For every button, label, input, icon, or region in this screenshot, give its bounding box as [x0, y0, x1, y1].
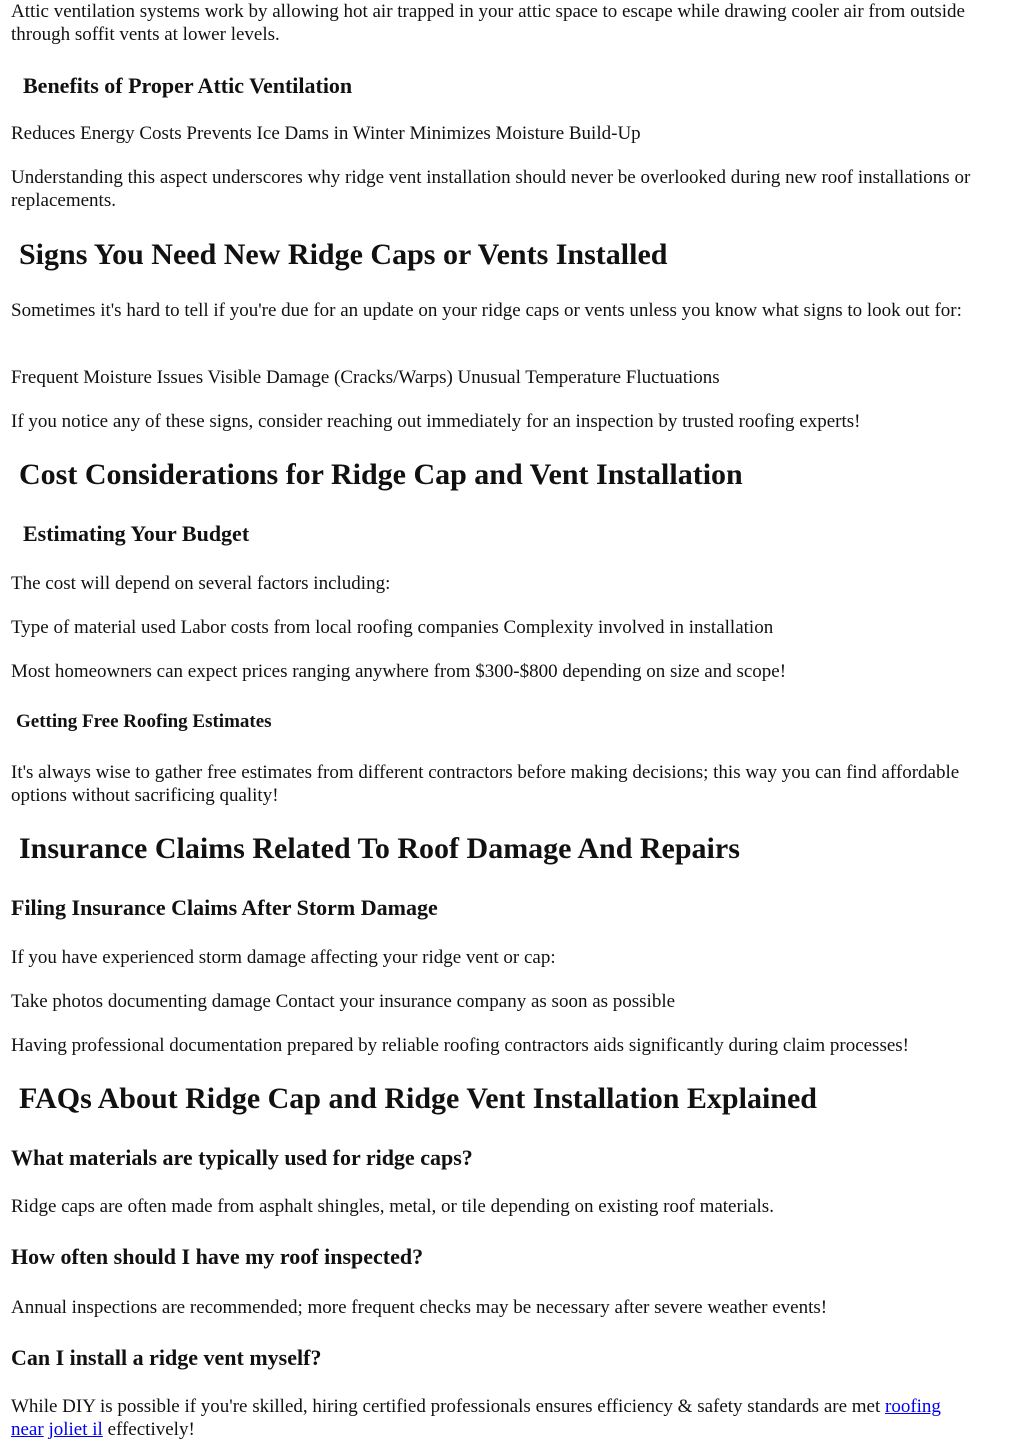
faq-answer-diy-tail: effectively!	[107, 1419, 195, 1440]
faq-question-materials: What materials are typically used for ridge caps?	[11, 1145, 473, 1170]
filing-steps-paragraph: Take photos documenting damage Contact your insurance company as soon as possible	[11, 991, 676, 1012]
signs-intro-paragraph: Sometimes it's hard to tell if you're due for an update on your ridge caps or vents unless you know what signs to look out for:	[11, 300, 962, 321]
estimates-paragraph: It's always wise to gather free estimates from different contractors before making decisions; this way you can find affordable options without sacrificing quality!	[11, 762, 960, 806]
cost-intro-paragraph: The cost will depend on several factors including:	[11, 573, 391, 594]
filing-intro-paragraph: If you have experienced storm damage affecting your ridge vent or cap:	[11, 947, 556, 968]
cost-factors-paragraph: Type of material used Labor costs from local roofing companies Complexity involved in installation	[11, 617, 774, 638]
intro-paragraph: Attic ventilation systems work by allowing hot air trapped in your attic space to escape while drawing cooler air from outside through soffit vents at lower levels.	[11, 1, 965, 45]
budget-heading: Estimating Your Budget	[23, 521, 250, 546]
faq-answer-diy	[11, 1395, 964, 1441]
faqs-heading: FAQs About Ridge Cap and Ridge Vent Installation Explained	[19, 1082, 817, 1115]
signs-notice-paragraph: If you notice any of these signs, consider reaching out immediately for an inspection by trusted roofing experts!	[11, 411, 861, 432]
faq-answer-materials: Ridge caps are often made from asphalt shingles, metal, or tile depending on existing roof materials.	[11, 1196, 774, 1217]
filing-heading: Filing Insurance Claims After Storm Damage	[11, 895, 438, 920]
joliet-il-link[interactable]: joliet il	[48, 1419, 103, 1440]
insurance-heading: Insurance Claims Related To Roof Damage And Repairs	[19, 832, 740, 865]
benefits-heading: Benefits of Proper Attic Ventilation	[23, 73, 353, 98]
faq-answer-inspection: Annual inspections are recommended; more frequent checks may be necessary after severe weather events!	[11, 1297, 828, 1318]
faq-question-inspection: How often should I have my roof inspected?	[11, 1244, 424, 1269]
benefits-list-paragraph: Reduces Energy Costs Prevents Ice Dams in Winter Minimizes Moisture Build-Up	[11, 123, 641, 144]
faq-question-diy: Can I install a ridge vent myself?	[11, 1345, 322, 1370]
cost-range-paragraph: Most homeowners can expect prices ranging anywhere from $300-$800 depending on size and scope!	[11, 661, 787, 682]
signs-list-paragraph: Frequent Moisture Issues Visible Damage (Cracks/Warps) Unusual Temperature Fluctuations	[11, 367, 720, 388]
filing-docs-paragraph: Having professional documentation prepared by reliable roofing contractors aids significantly during claim processes!	[11, 1035, 910, 1056]
signs-heading: Signs You Need New Ridge Caps or Vents Installed	[19, 238, 668, 271]
estimates-heading: Getting Free Roofing Estimates	[16, 711, 272, 732]
roofing-near-link[interactable]: roofing near	[11, 1396, 941, 1440]
understanding-paragraph: Understanding this aspect underscores why ridge vent installation should never be overlooked during new roof installations or replacements.	[11, 167, 971, 211]
faq-answer-diy-text: While DIY is possible if you're skilled, hiring certified professionals ensures efficiency & safety standards are met	[11, 1396, 881, 1417]
cost-heading: Cost Considerations for Ridge Cap and Vent Installation	[19, 458, 743, 491]
